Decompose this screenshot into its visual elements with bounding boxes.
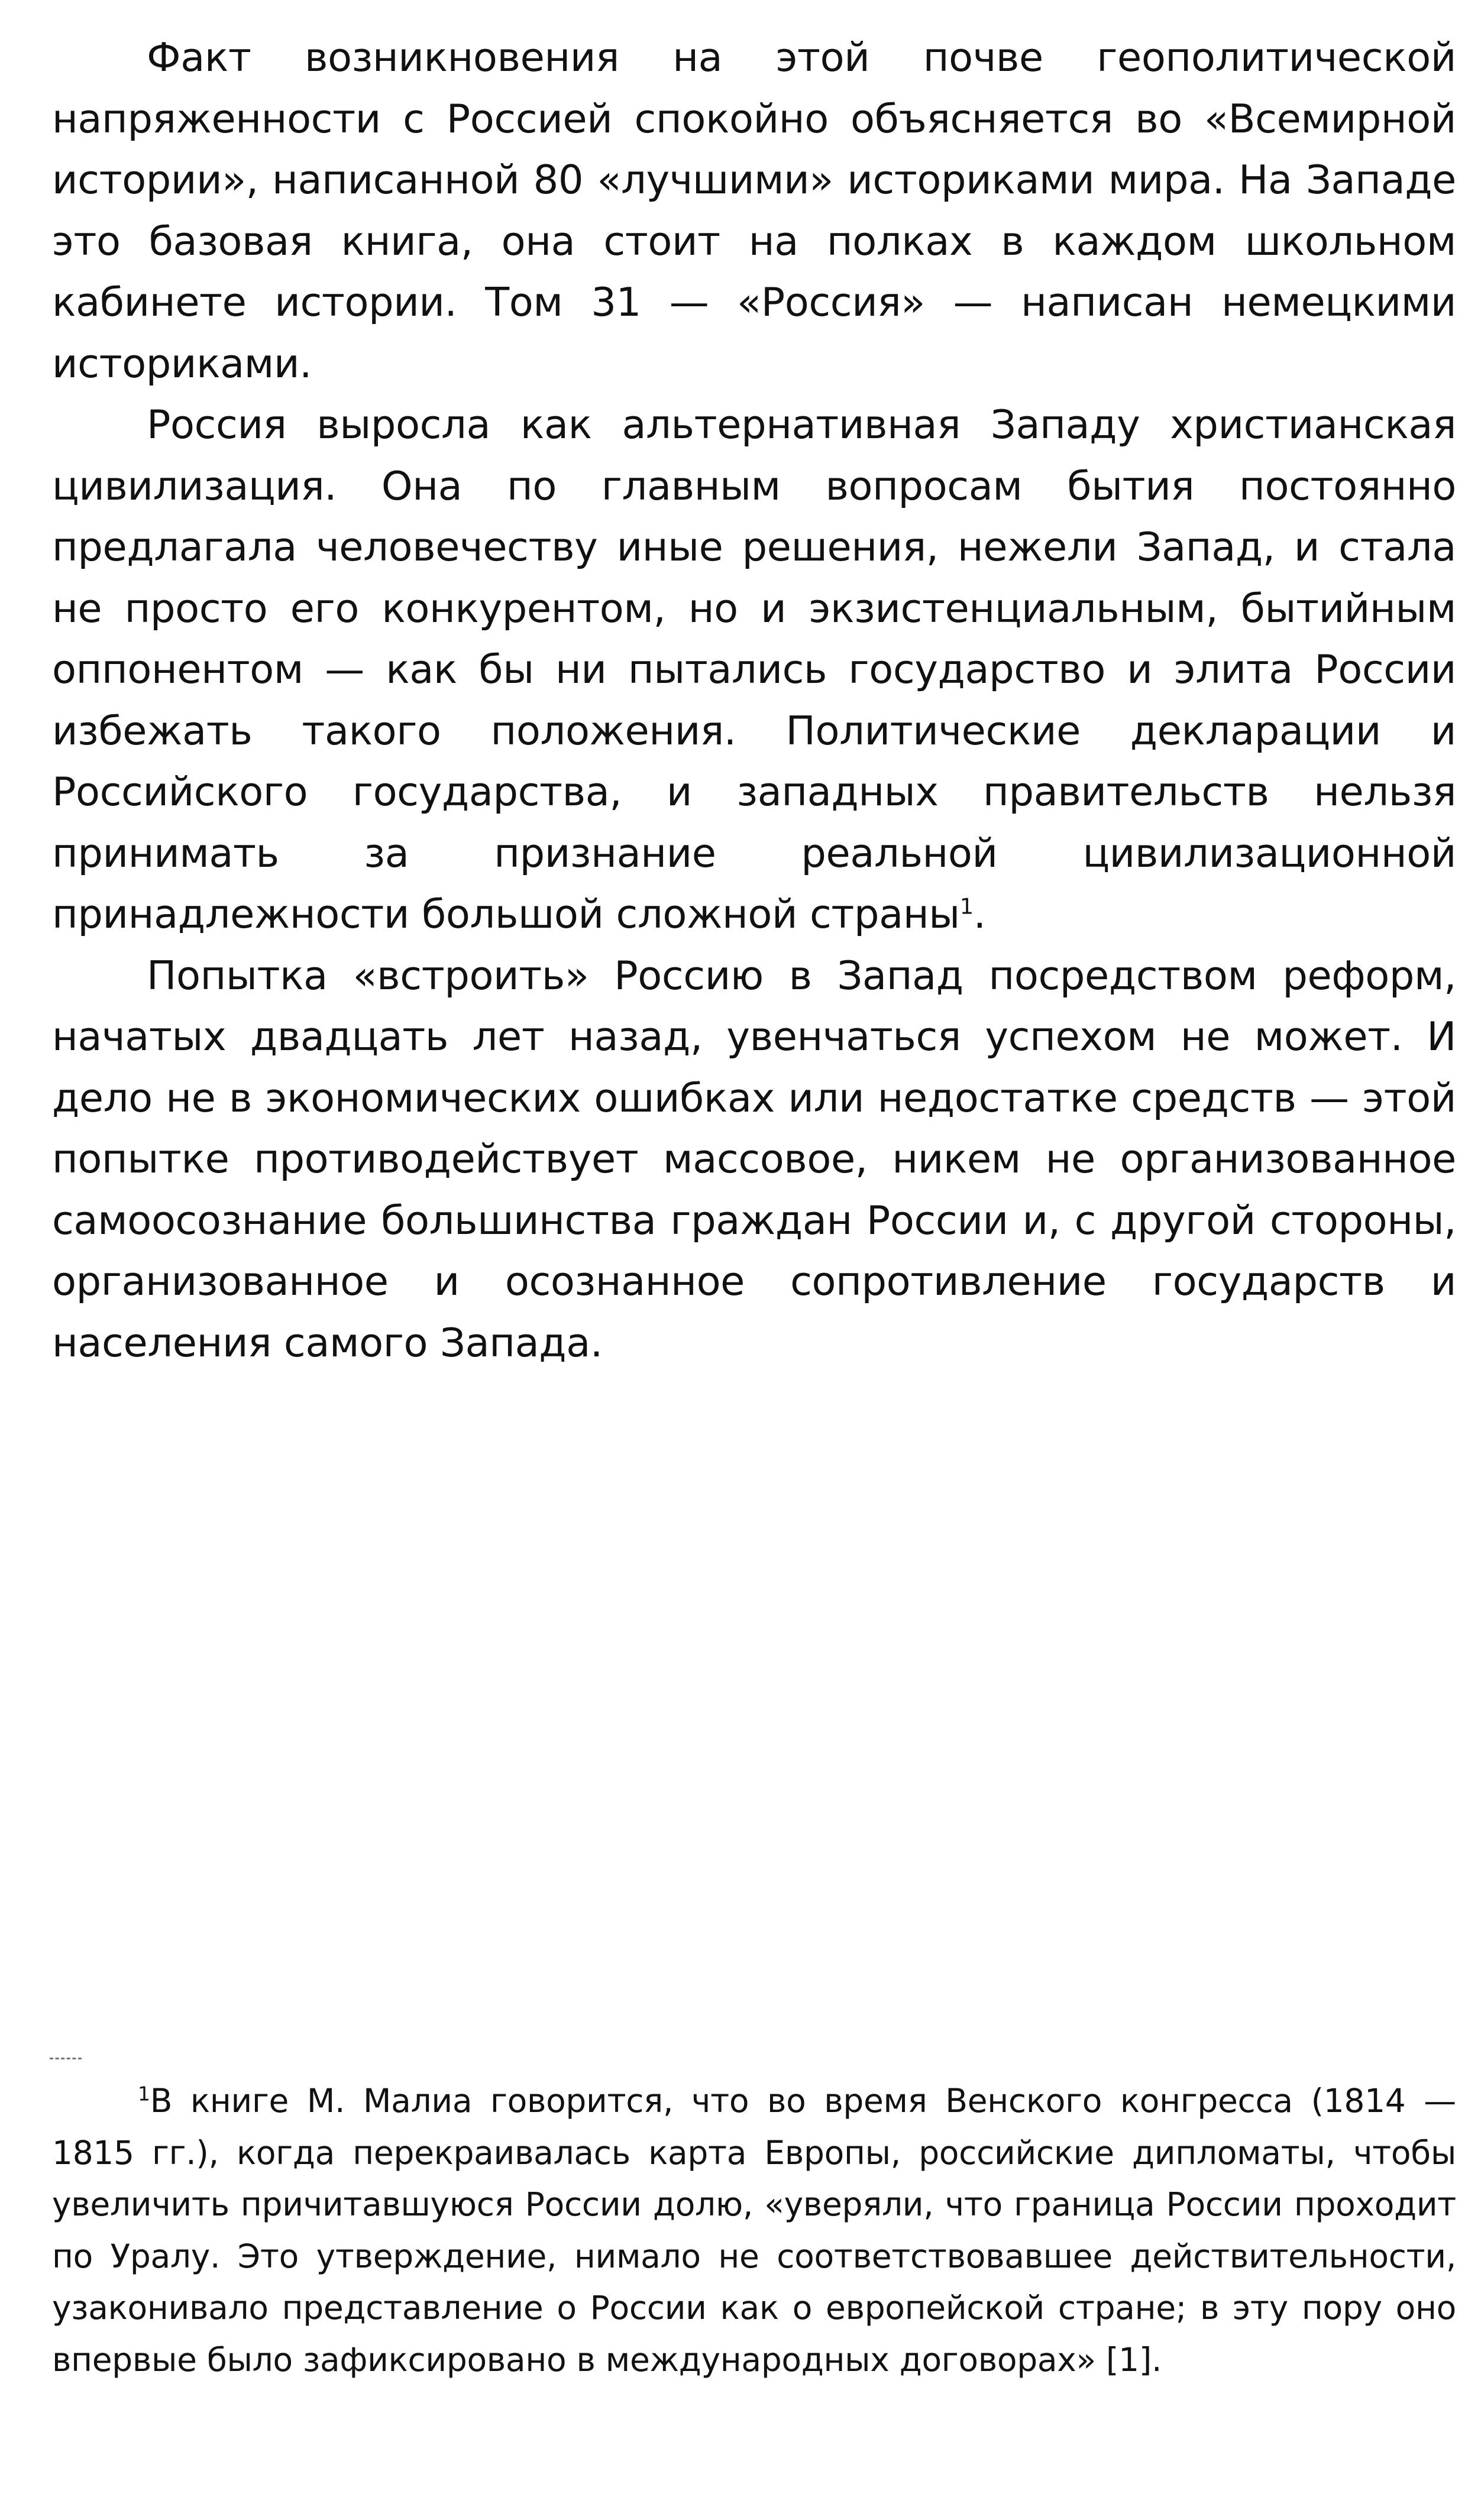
footnote-divider [50,2058,82,2059]
main-text [52,27,1456,1374]
paragraph-1 [52,27,1456,394]
paragraph-2-end: . [973,891,986,937]
footnote-number: 1 [138,2082,150,2106]
paragraph-1-text: Факт возникновения на этой почве геополитической напряженности с Россией спокойно объясняется во «Всемирной истории», написанной 80 «лучшими» историками мира. На Западе это базовая книга, она стоит на полках в каждом школьном кабинете истории. Том 31 — «Россия» — написан немецкими историками. [52,34,1456,387]
paragraph-3 [52,945,1456,1374]
footnote [52,2075,1456,2386]
paragraph-2-text: Россия выросла как альтернативная Западу христианская цивилизация. Она по главным вопросам бытия постоянно предлагала человечеству иные решения, нежели Запад, и стала не просто его конкурентом, но и экзистенциальным, бытийным оппонентом — как бы ни пытались государство и элита России избежать такого положения. Политические декларации и Российского государства, и западных правительств нельзя принимать за признание реальной цивилизационной принадлежности большой сложной страны [52,401,1456,937]
footnote-text: В книге М. Малиа говорится, что во время Венского конгресса (1814 — 1815 гг.), когда перекраивалась карта Европы, российские дипломаты, чтобы увеличить причитавшуюся России долю, «уверяли, что граница России проходит по Уралу. Это утверждение, нимало не соответствовавшее действительности, узаконивало представление о России как о европейской стране; в эту пору оно впервые было зафиксировано в международных договорах» [1]. [52,2082,1456,2379]
paragraph-2 [52,394,1456,945]
footnote-reference[interactable]: 1 [959,893,974,919]
paragraph-3-text: Попытка «встроить» Россию в Запад посредством реформ, начатых двадцать лет назад, увенчаться успехом не может. И дело не в экономических ошибках или недостатке средств — этой попытке противодействует массовое, никем не организованное самоосознание большинства граждан России и, с другой стороны, организованное и осознанное сопротивление государств и населения самого Запада. [52,952,1456,1366]
